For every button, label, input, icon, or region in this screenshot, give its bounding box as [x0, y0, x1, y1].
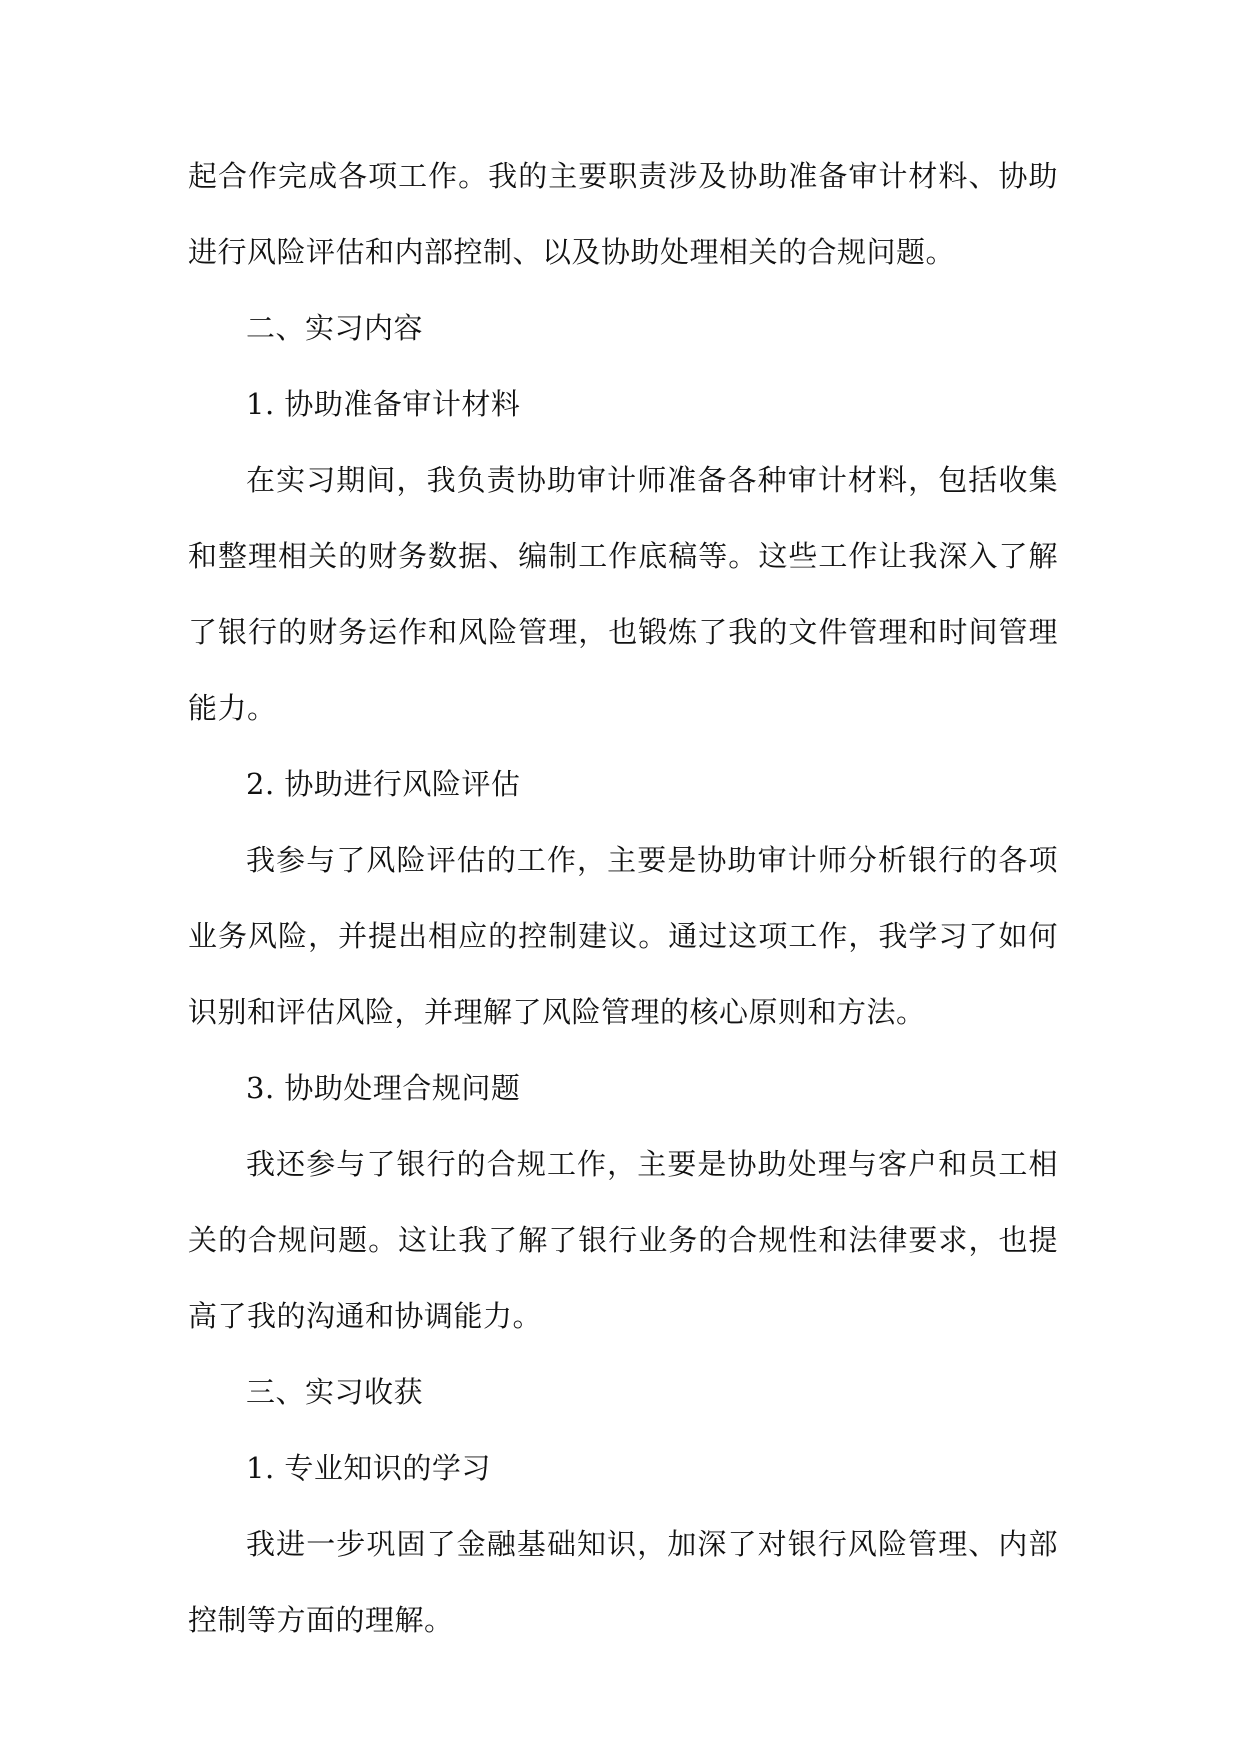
paragraph-compliance: 我还参与了银行的合规工作，主要是协助处理与客户和员工相关的合规问题。这让我了解了银行业务的合规性和法律要求，也提高了我的沟通和协调能力。 [188, 1147, 1058, 1333]
document-body [188, 138, 1058, 1658]
paragraph-audit-materials: 在实习期间，我负责协助审计师准备各种审计材料，包括收集和整理相关的财务数据、编制工作底稿等。这些工作让我深入了解了银行的财务运作和风险管理，也锻炼了我的文件管理和时间管理能力。 [188, 463, 1058, 725]
paragraph-risk-assessment: 我参与了风险评估的工作，主要是协助审计师分析银行的各项业务风险，并提出相应的控制建议。通过这项工作，我学习了如何识别和评估风险，并理解了风险管理的核心原则和方法。 [188, 843, 1058, 1029]
section-heading-internship-gains: 三、实习收获 [246, 1375, 424, 1409]
item-heading-audit-materials: 1. 协助准备审计材料 [246, 387, 521, 421]
paragraph-intro-tail: 起合作完成各项工作。我的主要职责涉及协助准备审计材料、协助进行风险评估和内部控制、以及协助处理相关的合规问题。 [188, 159, 1058, 269]
paragraph-professional-knowledge: 我进一步巩固了金融基础知识，加深了对银行风险管理、内部控制等方面的理解。 [188, 1527, 1058, 1637]
section-heading-internship-content: 二、实习内容 [246, 311, 424, 345]
item-heading-compliance: 3. 协助处理合规问题 [246, 1071, 521, 1105]
item-heading-professional-knowledge: 1. 专业知识的学习 [246, 1451, 491, 1485]
item-heading-risk-assessment: 2. 协助进行风险评估 [246, 767, 521, 801]
